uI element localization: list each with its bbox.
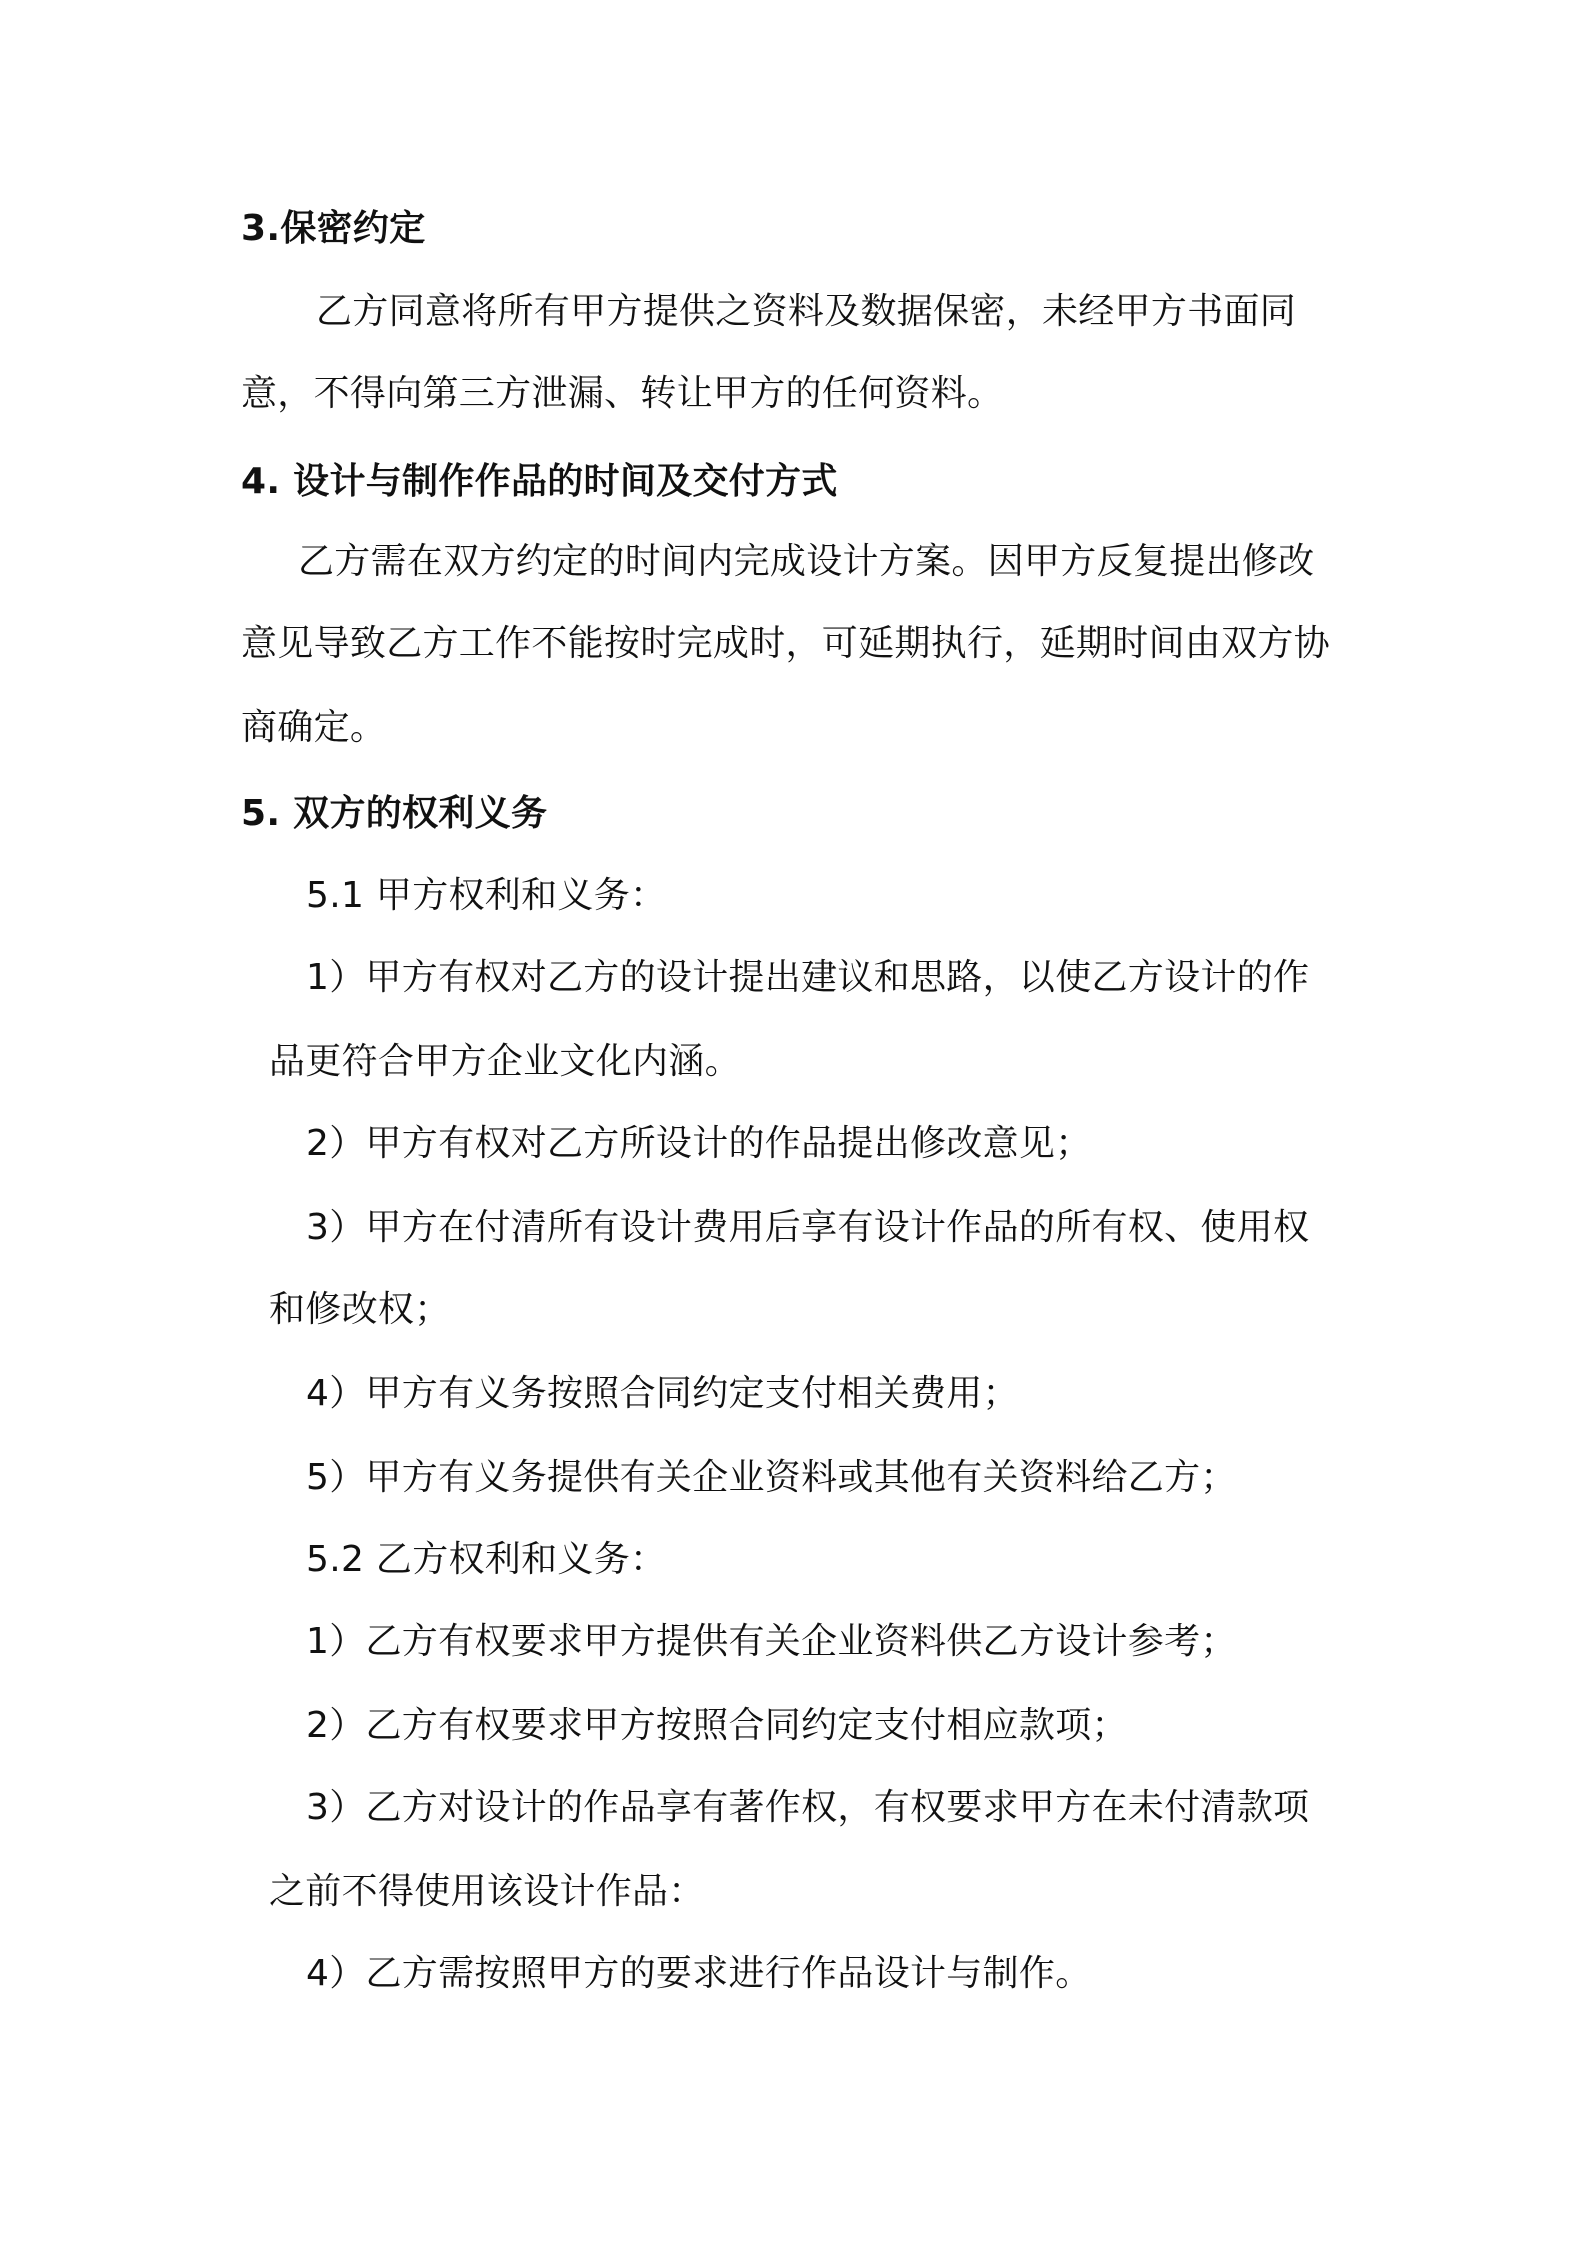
section-5-heading: 5. 双方的权利义务 <box>241 793 548 834</box>
party-b-item-2: 2）乙方有权要求甲方按照合同约定支付相应款项； <box>306 1705 1128 1746</box>
section-4-paragraph-line-3: 商确定。 <box>241 707 387 748</box>
party-a-item-3-line-1: 3）甲方在付清所有设计费用后享有设计作品的所有权、使用权 <box>306 1207 1310 1248</box>
section-4-paragraph-line-1: 乙方需在双方约定的时间内完成设计方案。因甲方反复提出修改 <box>298 541 1315 582</box>
party-a-subheading: 5.1 甲方权利和义务： <box>306 875 667 916</box>
party-a-item-1-line-2: 品更符合甲方企业文化内涵。 <box>269 1041 741 1082</box>
party-b-subheading: 5.2 乙方权利和义务： <box>306 1539 667 1580</box>
party-a-item-5: 5）甲方有义务提供有关企业资料或其他有关资料给乙方； <box>306 1457 1237 1498</box>
section-4-paragraph-line-2: 意见导致乙方工作不能按时完成时，可延期执行，延期时间由双方协 <box>241 623 1331 664</box>
party-b-item-3-line-2: 之前不得使用该设计作品： <box>269 1871 705 1912</box>
party-a-item-3-line-2: 和修改权； <box>269 1289 451 1330</box>
party-a-item-1-line-1: 1）甲方有权对乙方的设计提出建议和思路，以使乙方设计的作 <box>306 957 1310 998</box>
section-4-heading: 4. 设计与制作作品的时间及交付方式 <box>241 461 838 502</box>
party-b-item-4: 4）乙方需按照甲方的要求进行作品设计与制作。 <box>306 1953 1092 1994</box>
party-b-item-3-line-1: 3）乙方对设计的作品享有著作权，有权要求甲方在未付清款项 <box>306 1787 1310 1828</box>
section-3-paragraph-line-2: 意，不得向第三方泄漏、转让甲方的任何资料。 <box>241 373 1004 414</box>
party-b-item-1: 1）乙方有权要求甲方提供有关企业资料供乙方设计参考； <box>306 1621 1237 1662</box>
party-a-item-4: 4）甲方有义务按照合同约定支付相关费用； <box>306 1373 1019 1414</box>
section-3-paragraph-line-1: 乙方同意将所有甲方提供之资料及数据保密，未经甲方书面同 <box>316 291 1297 332</box>
section-3-heading: 3.保密约定 <box>241 208 426 249</box>
party-a-item-2: 2）甲方有权对乙方所设计的作品提出修改意见； <box>306 1123 1092 1164</box>
